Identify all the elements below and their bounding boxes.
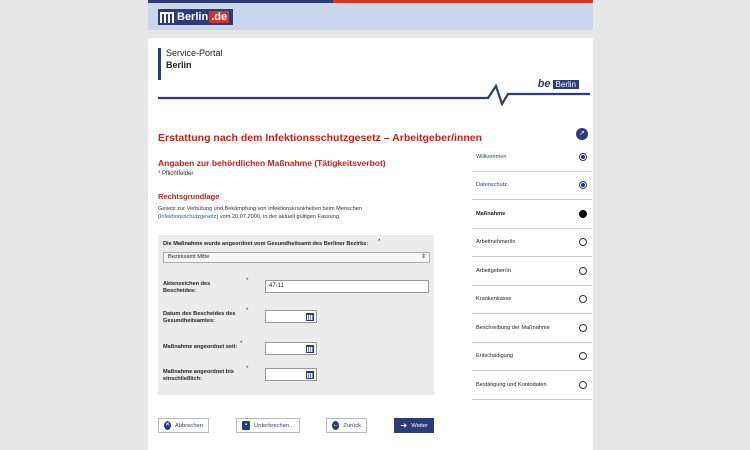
be-berlin-logo (538, 78, 579, 90)
required-star: * (240, 341, 243, 347)
legal-text (158, 205, 388, 221)
step-status-icon (579, 352, 587, 360)
step-status-icon (579, 238, 587, 246)
calendar-icon[interactable] (306, 313, 314, 321)
step-label: Beschreibung der Maßnahme (476, 324, 550, 331)
step-label: Bestätigung und Kontodaten (476, 381, 547, 388)
back-button[interactable] (326, 418, 367, 433)
legal-text-before: Gesetz zur Verhütung und Bekämpfung von Infektionskrankheiten beim Menschen ( (158, 206, 362, 220)
be-berlin-text: Berlin (553, 80, 579, 89)
step-label: Datenschutz (476, 182, 508, 189)
step-status-icon (579, 267, 587, 275)
file-number-input[interactable]: 47-11 (265, 280, 429, 293)
step-label: Arbeitgeber/in (476, 267, 511, 274)
portal-line2: Berlin (166, 60, 192, 70)
step-status-icon (579, 153, 587, 161)
district-label: Die Maßnahme wurde angeordnet vom Gesundheitsamt des Berliner Bezirks: (163, 241, 369, 247)
step-item[interactable] (472, 200, 592, 229)
step-item[interactable] (472, 143, 592, 172)
step-status-icon (579, 210, 587, 218)
interrupt-button[interactable] (236, 418, 300, 433)
brandenburg-gate-icon (160, 12, 174, 23)
arrow-left-icon: ← (332, 422, 339, 428)
measure-form (158, 235, 434, 395)
next-button[interactable] (394, 418, 434, 433)
step-navigation (472, 143, 592, 400)
back-label: Zurück (343, 422, 361, 429)
calendar-icon[interactable] (306, 345, 314, 353)
since-date-input[interactable] (265, 342, 317, 355)
required-star: * (246, 366, 249, 372)
decision-date-input[interactable] (265, 310, 317, 323)
cancel-button[interactable] (158, 418, 209, 433)
logo-text: Berlin (177, 11, 209, 23)
district-select[interactable] (163, 252, 430, 263)
compass-icon[interactable]: ➚ (576, 128, 588, 140)
logo-tld: .de (211, 11, 228, 23)
site-header (148, 0, 593, 30)
step-label: Entschädigung (476, 353, 514, 360)
cancel-label: Abbrechen (174, 422, 203, 429)
interrupt-label: Unterbrechen... (254, 422, 294, 429)
legal-basis-title: Rechtsgrundlage (158, 192, 220, 201)
header-swoosh-line (158, 82, 590, 106)
ifsg-link[interactable]: Infektionsschutzgesetz (159, 214, 217, 220)
file-number-label: Aktenzeichen des Bescheides: (163, 281, 211, 294)
step-item[interactable] (472, 314, 592, 343)
portal-line1: Service-Portal (166, 48, 223, 58)
page-title: Erstattung nach dem Infektionsschutzgesetz – Arbeitgeber/innen (158, 132, 482, 144)
decision-date-label: Datum des Bescheides des Gesundheitsamtes: (163, 311, 236, 324)
step-item[interactable] (472, 172, 592, 201)
close-icon: ✕ (164, 422, 170, 428)
step-item[interactable] (472, 257, 592, 286)
required-note: * Pflichtfelder (158, 171, 194, 177)
service-portal-title[interactable] (158, 48, 223, 80)
step-item[interactable] (472, 343, 592, 372)
step-status-icon (579, 381, 587, 389)
arrow-right-icon: ➔ (400, 421, 408, 430)
step-item[interactable] (472, 371, 592, 400)
required-star: * (246, 278, 249, 284)
section-title: Angaben zur behördlichen Maßnahme (Tätigkeitsverbot) (158, 158, 386, 168)
until-date-input[interactable] (265, 368, 317, 381)
legal-text-after: ) vom 20.07.2000, in der aktuell gültigen Fassung. (216, 214, 341, 220)
since-label: Maßnahme angeordnet seit: (163, 344, 238, 350)
berlin-de-logo[interactable] (158, 9, 233, 25)
calendar-icon[interactable] (306, 371, 314, 379)
save-icon: ▪ (242, 421, 250, 430)
step-item[interactable] (472, 286, 592, 315)
step-status-icon (579, 324, 587, 332)
step-label: Maßnahme (476, 210, 506, 217)
step-item[interactable] (472, 229, 592, 258)
header-red-stripe (333, 0, 593, 3)
district-select-value: Bezirksamt Mitte (168, 254, 210, 260)
required-star: * (246, 308, 249, 314)
step-label: Krankenkasse (476, 296, 512, 303)
required-note-text: Pflichtfelder (162, 171, 194, 177)
required-star: * (378, 239, 381, 245)
next-label: Weiter (411, 422, 428, 429)
select-arrows-icon: ⇕ (420, 254, 426, 260)
step-status-icon (579, 181, 587, 189)
until-label: Maßnahme angeordnet bis einschließlich: (163, 369, 234, 382)
step-label: Willkommen (476, 153, 507, 160)
step-label: Arbeitnehmer/in (476, 239, 516, 246)
be-logo-text: be (537, 78, 551, 90)
step-status-icon (579, 295, 587, 303)
